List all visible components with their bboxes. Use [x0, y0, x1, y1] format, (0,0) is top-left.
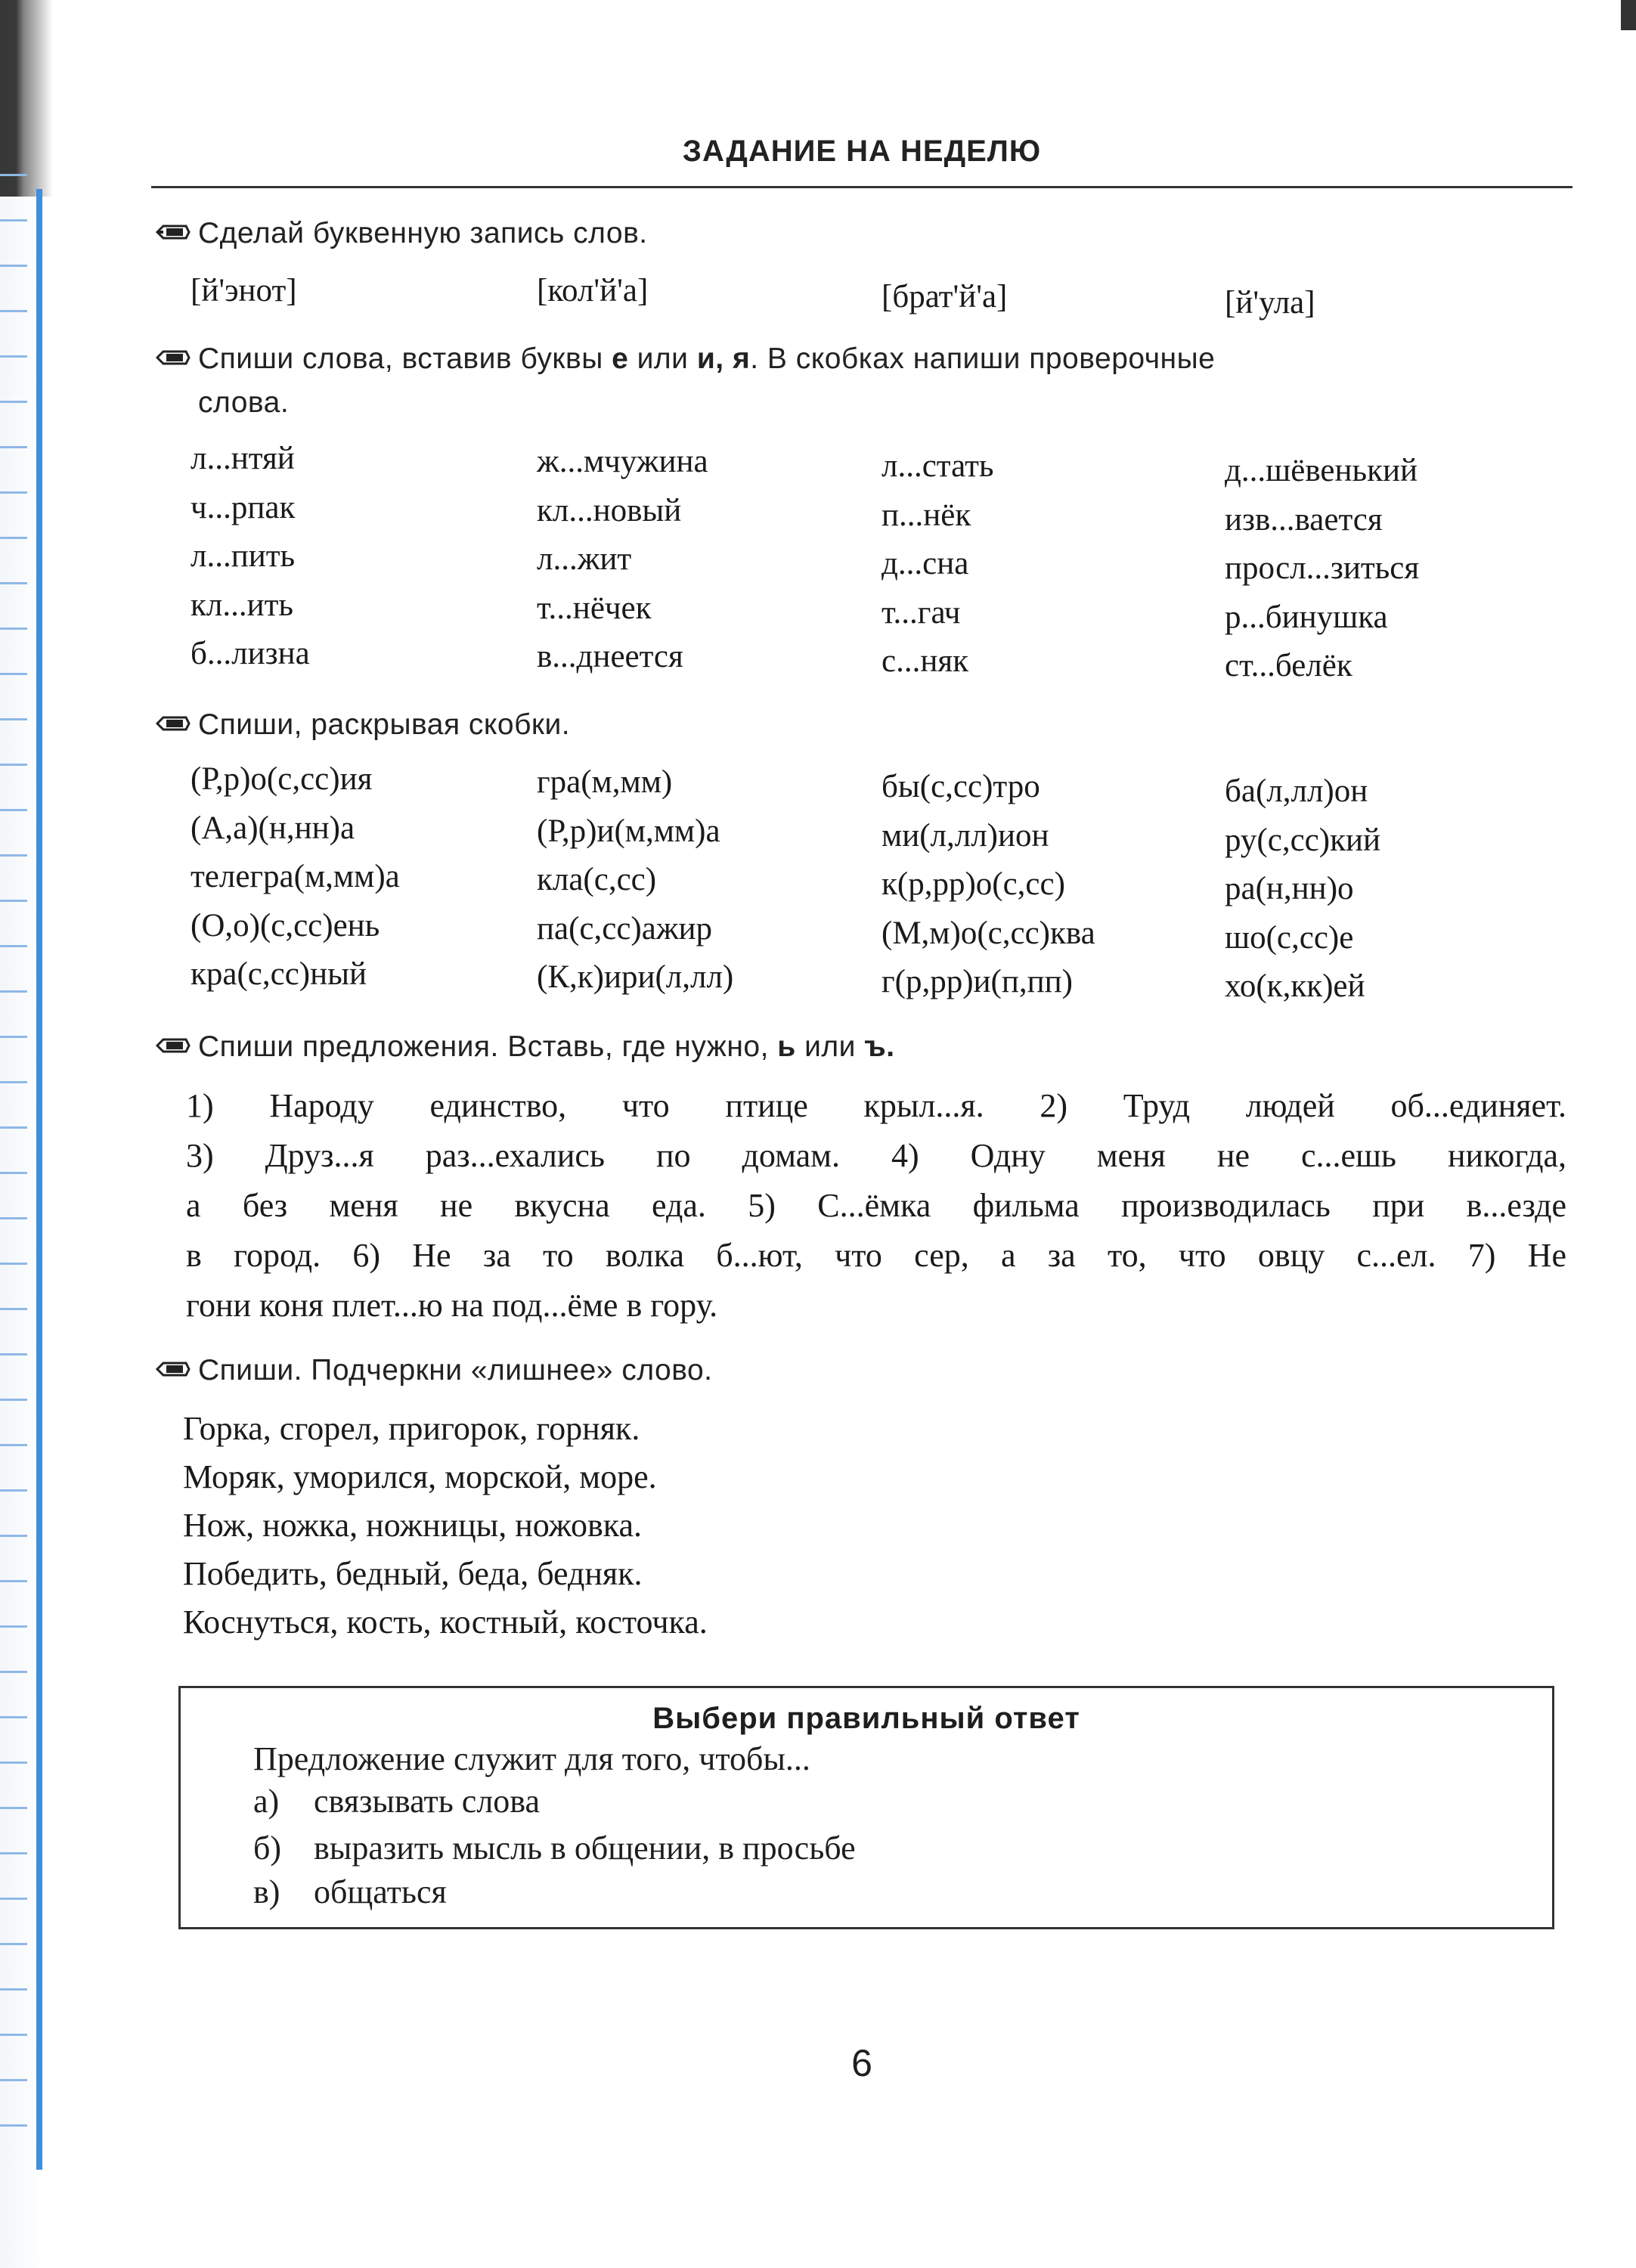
answer-option[interactable] [253, 1873, 447, 1911]
task5-instruction [198, 1349, 713, 1393]
table-cell: (Р,р)о(с,сс)ия [191, 761, 373, 797]
task2-text: Спиши слова, вставив буквы [198, 342, 603, 375]
option-text: связывать слова [314, 1783, 540, 1820]
table-cell: т...нёчек [537, 590, 652, 626]
list-item: Горка, сгорел, пригорок, горняк. [183, 1410, 640, 1447]
word-cell: [кол'й'а] [537, 273, 649, 308]
margin-tick [0, 1852, 27, 1854]
text-line: гони коня плет...ю на под...ёме в гору. [186, 1287, 718, 1324]
margin-tick [0, 1217, 27, 1219]
margin-tick [0, 1625, 27, 1628]
table-cell: (А,а)(н,нн)а [191, 810, 355, 846]
table-cell: ст...белёк [1225, 648, 1352, 683]
margin-tick [0, 718, 27, 720]
table-row [0, 538, 1636, 586]
table-cell: д...сна [882, 546, 969, 581]
answer-option[interactable] [253, 1782, 540, 1820]
answer-option[interactable] [253, 1829, 856, 1867]
margin-tick [0, 219, 27, 222]
table-cell: телегра(м,мм)а [191, 859, 400, 894]
task4-instruction [198, 1025, 895, 1069]
table-cell: (О,о)(с,сс)ень [191, 907, 380, 943]
task3-instruction [198, 703, 570, 747]
table-cell: хо(к,кк)ей [1225, 968, 1365, 1004]
margin-tick [0, 174, 27, 176]
table-row [0, 810, 1636, 858]
table-cell: ру(с,сс)кий [1225, 822, 1380, 858]
margin-tick [0, 1898, 27, 1900]
task5-text: Спиши. Подчеркни «лишнее» слово. [198, 1354, 713, 1387]
table-row [0, 907, 1636, 956]
margin-tick [0, 1580, 27, 1582]
table-cell: бы(с,сс)тро [882, 769, 1040, 804]
word-or: или [637, 342, 689, 375]
margin-tick [0, 1036, 27, 1038]
page-header [151, 129, 1572, 188]
table-cell: в...днеется [537, 639, 683, 674]
option-letter: а) [253, 1783, 280, 1820]
margin-tick [0, 1489, 27, 1492]
table-cell: просл...зиться [1225, 550, 1420, 586]
table-cell: л...жит [537, 541, 632, 577]
table-row [0, 635, 1636, 683]
task4-text-block [186, 1081, 1566, 1331]
table-cell: кл...ить [191, 587, 294, 623]
table-cell: ч...рпак [191, 489, 296, 525]
margin-tick [0, 1807, 27, 1809]
table-cell: ра(н,нн)о [1225, 871, 1354, 906]
margin-tick [0, 1308, 27, 1310]
margin-tick [0, 1126, 27, 1129]
pencil-icon [156, 349, 191, 366]
hard-sign: ъ [864, 1030, 887, 1063]
task2-text-2: . В скобках напиши проверочные [750, 342, 1216, 375]
task2-instruction [198, 337, 1574, 425]
table-cell: кра(с,сс)ный [191, 956, 367, 992]
table-row [0, 956, 1636, 1004]
table-cell: к(р,рр)о(с,сс) [882, 866, 1065, 902]
dot: . [886, 1030, 895, 1063]
table-cell: л...пить [191, 538, 296, 574]
margin-tick [0, 1761, 27, 1764]
answer-title: Выбери правильный ответ [652, 1702, 1080, 1735]
option-text: выразить мысль в общении, в просьбе [314, 1830, 856, 1867]
pencil-icon [156, 1037, 191, 1054]
text-line: 1) Народу единство, что птице крыл...я. 2) Труд людей об...единяет. [186, 1087, 1566, 1124]
pencil-icon [156, 224, 191, 240]
margin-tick [0, 2124, 27, 2127]
margin-tick [0, 1353, 27, 1356]
table-cell: д...шёвенький [1225, 453, 1418, 488]
table-cell: (К,к)ири(л,лл) [537, 959, 734, 995]
table-cell: па(с,сс)ажир [537, 910, 713, 947]
scan-shadow-right [1621, 0, 1636, 30]
margin-tick [0, 1943, 27, 1945]
table-cell: л...нтяй [191, 441, 295, 476]
table-cell: (Р,р)и(м,мм)а [537, 813, 720, 849]
task3-text: Спиши, раскрывая скобки. [198, 708, 571, 741]
option-letter: в) [253, 1873, 280, 1910]
margin-tick [0, 1081, 27, 1083]
table-cell: изв...вается [1225, 501, 1383, 538]
list-item: Моряк, уморился, морской, море. [183, 1458, 657, 1495]
table-row [0, 761, 1636, 809]
margin-tick [0, 1988, 27, 1991]
page-number: 6 [851, 2042, 872, 2084]
margin-tick [0, 401, 27, 403]
answer-question: Предложение служит для того, чтобы... [253, 1740, 810, 1777]
table-cell: (М,м)о(с,сс)ква [882, 915, 1095, 951]
header-title: ЗАДАНИЕ НА НЕДЕЛЮ [682, 135, 1042, 168]
option-letter: б) [253, 1830, 282, 1867]
table-row [0, 489, 1636, 538]
text-line: 3) Друз...я раз...ехались по домам. 4) Одну меня не с...ешь никогда, [186, 1137, 1566, 1174]
word-or: или [804, 1030, 856, 1063]
table-cell: кл...новый [537, 492, 682, 528]
letters-i-ya: и, я [696, 342, 751, 375]
table-cell: кла(с,сс) [537, 862, 657, 897]
letter-e: е [612, 342, 629, 375]
table-cell: п...нёк [882, 497, 971, 533]
table-cell: б...лизна [191, 636, 310, 671]
margin-tick [0, 1399, 27, 1401]
task1-instruction [198, 212, 648, 256]
table-cell: шо(с,сс)е [1225, 919, 1354, 956]
margin-tick [0, 1671, 27, 1673]
table-cell: л...стать [882, 448, 994, 484]
table-cell: с...няк [882, 643, 969, 679]
margin-tick [0, 265, 27, 267]
list-item: Коснуться, кость, костный, косточка. [183, 1603, 708, 1641]
table-cell: ба(л,лл)он [1225, 773, 1368, 809]
pencil-icon [156, 715, 191, 732]
table-cell: г(р,рр)и(п,пп) [882, 964, 1073, 999]
table-cell: р...бинушка [1225, 599, 1388, 635]
margin-tick [0, 355, 27, 358]
table-cell: гра(м,мм) [537, 764, 673, 800]
margin-tick [0, 2034, 27, 2036]
pencil-icon [156, 1361, 191, 1377]
task1-text: Сделай буквенную запись слов. [198, 217, 648, 249]
task1-words [0, 272, 1636, 321]
list-item: Победить, бедный, беда, бедняк. [183, 1555, 643, 1592]
margin-tick [0, 1535, 27, 1537]
task4-text: Спиши предложения. Вставь, где нужно, [198, 1030, 769, 1063]
word-cell: [й'ула] [1225, 285, 1315, 321]
table-cell: ми(л,лл)ион [882, 817, 1049, 854]
margin-tick [0, 1263, 27, 1265]
soft-sign: ь [777, 1030, 796, 1063]
margin-tick [0, 2079, 27, 2081]
word-cell: [брат'й'а] [882, 279, 1008, 314]
margin-tick [0, 1172, 27, 1174]
word-cell: [й'энот] [191, 273, 297, 308]
table-row [0, 440, 1636, 488]
table-row [0, 587, 1636, 635]
table-cell: т...гач [882, 594, 961, 631]
table-row [0, 858, 1636, 906]
scan-shadow [0, 0, 53, 197]
text-line: в город. 6) Не за то волка б...ют, что сер, а за то, что овцу с...ел. 7) Не [186, 1237, 1566, 1274]
task2-text-3: слова. [198, 386, 290, 419]
table-cell: ж...мчужина [537, 444, 708, 479]
answer-box [178, 1686, 1554, 1929]
text-line: а без меня не вкусна еда. 5) С...ёмка фильма производилась при в...езде [186, 1187, 1566, 1224]
option-text: общаться [314, 1873, 447, 1910]
margin-tick [0, 1444, 27, 1446]
margin-tick [0, 1716, 27, 1718]
list-item: Нож, ножка, ножницы, ножовка. [183, 1507, 642, 1544]
